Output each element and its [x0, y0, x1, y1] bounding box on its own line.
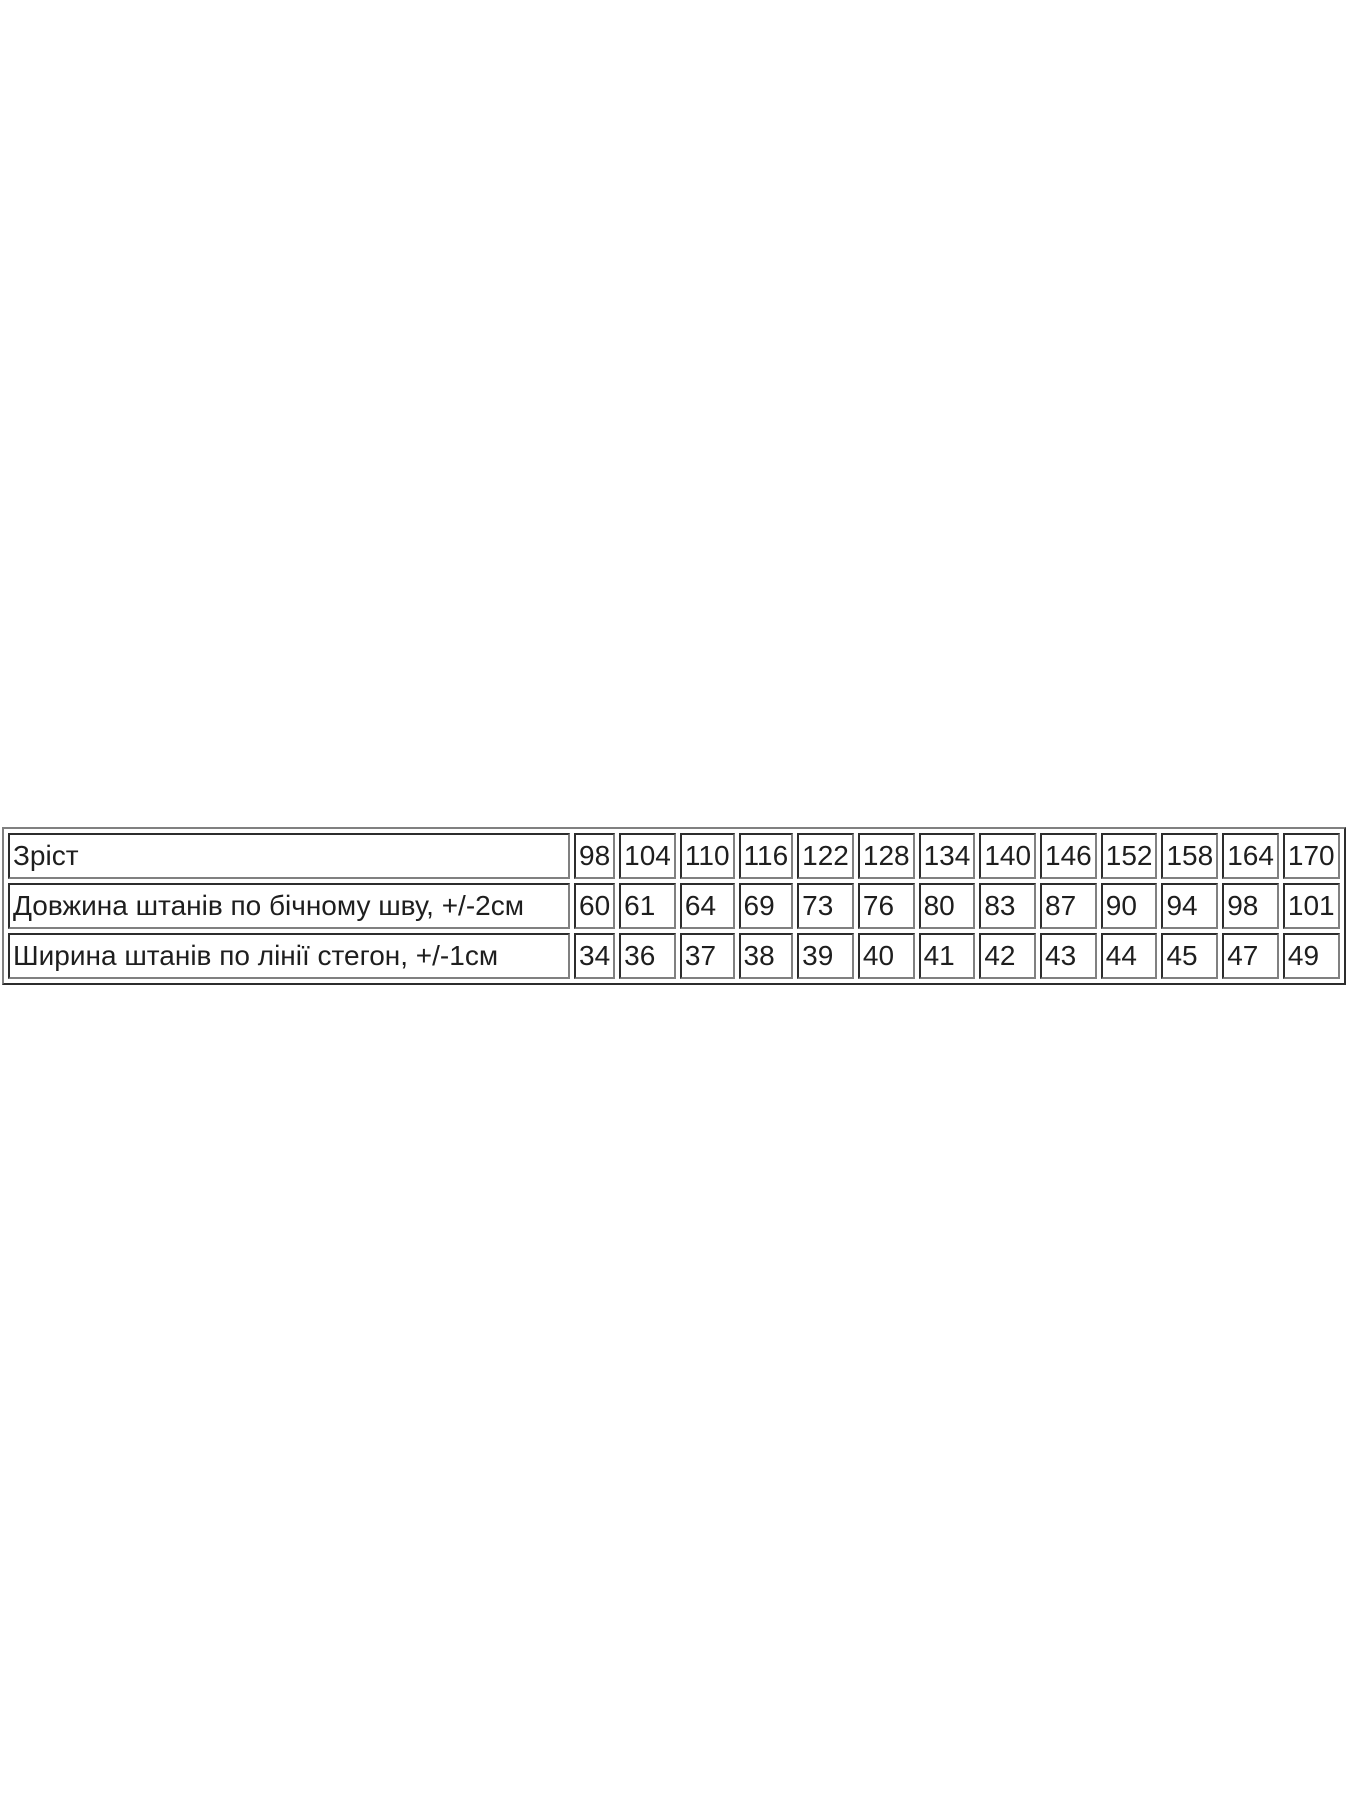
value-cell: 36 — [619, 933, 676, 979]
table-row-width — [8, 933, 1340, 979]
row-label: Довжина штанів по бічному шву, +/-2см — [8, 883, 570, 929]
size-chart-table — [2, 827, 1346, 985]
value-cell: 60 — [574, 883, 615, 929]
value-cell: 98 — [574, 833, 615, 879]
value-cell: 38 — [739, 933, 794, 979]
value-cell: 152 — [1101, 833, 1158, 879]
value-cell: 44 — [1101, 933, 1158, 979]
value-cell: 76 — [858, 883, 915, 929]
value-cell: 128 — [858, 833, 915, 879]
value-cell: 41 — [919, 933, 976, 979]
value-cell: 94 — [1161, 883, 1218, 929]
value-cell: 134 — [919, 833, 976, 879]
value-cell: 45 — [1161, 933, 1218, 979]
value-cell: 49 — [1283, 933, 1340, 979]
value-cell: 42 — [979, 933, 1036, 979]
value-cell: 101 — [1283, 883, 1340, 929]
value-cell: 164 — [1222, 833, 1279, 879]
value-cell: 170 — [1283, 833, 1340, 879]
value-cell: 83 — [979, 883, 1036, 929]
value-cell: 39 — [797, 933, 854, 979]
value-cell: 34 — [574, 933, 615, 979]
value-cell: 90 — [1101, 883, 1158, 929]
value-cell: 61 — [619, 883, 676, 929]
value-cell: 73 — [797, 883, 854, 929]
value-cell: 69 — [739, 883, 794, 929]
value-cell: 104 — [619, 833, 676, 879]
value-cell: 158 — [1161, 833, 1218, 879]
value-cell: 40 — [858, 933, 915, 979]
value-cell: 80 — [919, 883, 976, 929]
value-cell: 47 — [1222, 933, 1279, 979]
value-cell: 146 — [1040, 833, 1097, 879]
value-cell: 87 — [1040, 883, 1097, 929]
value-cell: 64 — [680, 883, 735, 929]
value-cell: 43 — [1040, 933, 1097, 979]
value-cell: 122 — [797, 833, 854, 879]
row-label: Зріст — [8, 833, 570, 879]
value-cell: 98 — [1222, 883, 1279, 929]
row-label: Ширина штанів по лінії стегон, +/-1см — [8, 933, 570, 979]
table-row-length — [8, 883, 1340, 929]
value-cell: 110 — [680, 833, 735, 879]
value-cell: 37 — [680, 933, 735, 979]
value-cell: 116 — [739, 833, 794, 879]
table-row-height — [8, 833, 1340, 879]
value-cell: 140 — [979, 833, 1036, 879]
size-chart-body — [8, 833, 1340, 979]
